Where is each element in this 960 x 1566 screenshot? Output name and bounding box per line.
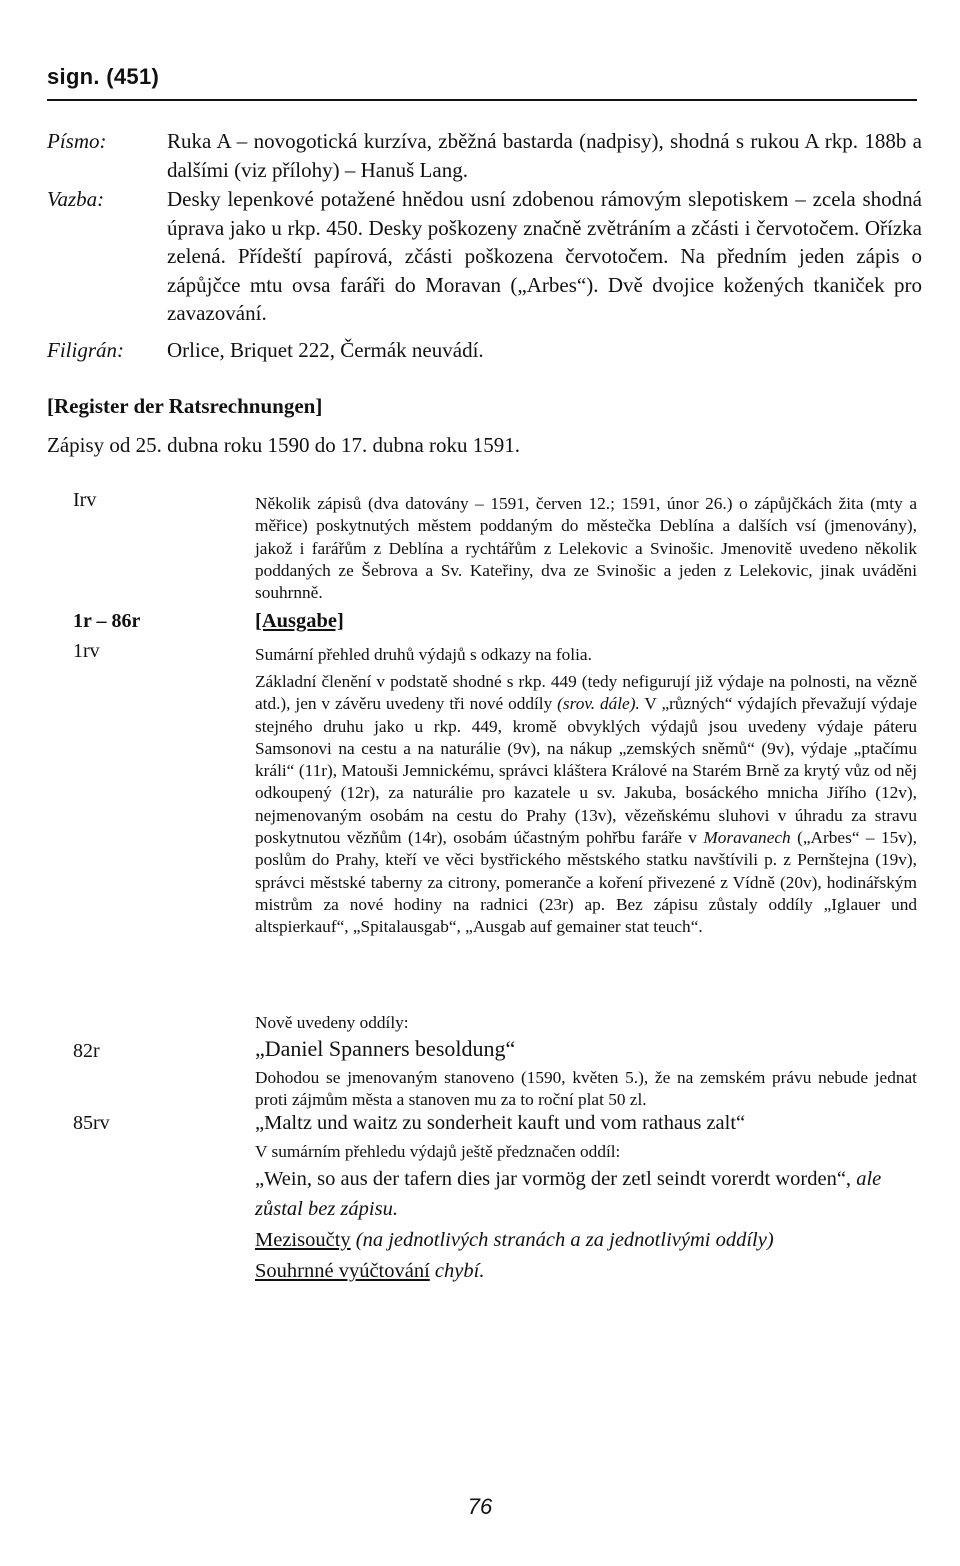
meta-binding-label: Vazba:	[47, 187, 105, 211]
folio-85rv: 85rv	[73, 1112, 110, 1134]
meta-script-value: Ruka A – novogotická kurzíva, zběžná bastarda (nadpisy), shodná s rukou A rkp. 188b a dalšími (viz přílohy) – Hanuš Lang.	[167, 129, 922, 182]
detail-place: Moravanech	[703, 828, 791, 848]
records-range: Zápisy od 25. dubna roku 1590 do 17. dubna roku 1591.	[47, 433, 521, 457]
entry-1rv-text: Sumární přehled druhů výdajů s odkazy na folia.	[255, 645, 592, 664]
folio-1rv: 1rv	[73, 640, 100, 662]
entry-82r-text: Dohodou se jmenovaným stanoveno (1590, květen 5.), že na zemském právu nebude jednat proti zájmům města a stanoven mu za to roční plat 50 zl.	[255, 1068, 917, 1110]
folio-82r: 82r	[73, 1040, 100, 1062]
subtotals-label: Mezisoučty	[255, 1229, 351, 1251]
section-title: [Register der Ratsrechnungen]	[47, 394, 323, 418]
entry-82r-title: „Daniel Spanners besoldung“	[255, 1036, 516, 1061]
folio-range: 1r – 86r	[73, 610, 141, 632]
folio-irv: Irv	[73, 489, 97, 511]
meta-watermark-value: Orlice, Briquet 222, Čermák neuvádí.	[167, 338, 484, 362]
wein-note: ale zůstal bez zápisu.	[255, 1168, 882, 1220]
detail-ref: (srov. dále).	[557, 694, 640, 714]
detail-paragraph	[255, 671, 917, 939]
detail-text-3: („Arbes“ – 15v), poslům do Prahy, kteří ve věci bystřického městského statku navštívili p. z Pernštejna (19v), správci městské taberny za citrony, pomeranče a koření přivezené z Vídně (20v), hodinářským mistrům za nové hodiny na radnici (23r) ap. Bez zápisu zůstaly oddíly „Iglauer und altspierkauf“, „Spitalausgab“, „Ausgab auf gemainer stat teuch“.	[255, 828, 917, 937]
entry-85rv-title: „Maltz und waitz zu sonderheit kauft und vom rathaus zalt“	[255, 1112, 746, 1134]
detail-text-1: Základní členění v podstatě shodné s rkp. 449 (tedy nefigurují již výdaje na polnosti, na vězně atd.), jen v závěru uvedeny tři nové oddíly	[255, 672, 917, 714]
meta-binding-row	[47, 185, 922, 328]
meta-watermark-label: Filigrán:	[47, 338, 124, 362]
entry-irv-text: Několik zápisů (dva datovány – 1591, červen 12.; 1591, únor 26.) o zápůjčkách žita (mty a měřice) poskytnutých městem poddaným do městečka Deblína a dalších vsí (jmenovány), jakož i farářům z Deblína a rychtářům z Lelekovic a Svinošic. Jmenovitě uvedeno několik poddaných ze Šebrova a Sv. Kateřiny, dva ze Svinošic a jeden z Lelekovic, jinak uváděni souhrnně.	[255, 494, 917, 603]
meta-script-label: Písmo:	[47, 129, 107, 153]
header-rule	[47, 99, 917, 101]
new-sections-label: Nově uvedeny oddíly:	[255, 1013, 409, 1032]
entry-85rv-text: V sumárním přehledu výdajů ještě předznačen oddíl:	[255, 1142, 621, 1161]
meta-watermark-row	[47, 336, 922, 365]
summary-line	[255, 1256, 917, 1286]
subtotals-note: (na jednotlivých stranách a za jednotlivými oddíly)	[355, 1229, 774, 1251]
meta-binding-value: Desky lepenkové potažené hnědou usní zdobenou rámovým slepotiskem – zcela shodná úprava jako u rkp. 450. Desky poškozeny značně zvětráním a zčásti i červotočem. Ořízka zelená. Přídeští papírová, zčásti poškozena červotočem. Na předním jeden zápis o zápůjčce mtu ovsa faráři do Moravan („Arbes“). Dvě dvojice kožených tkaniček pro zavazování.	[167, 187, 922, 325]
summary-label: Souhrnné vyúčtování	[255, 1260, 430, 1282]
page-number: 76	[467, 1494, 493, 1519]
page-signature: sign. (451)	[47, 64, 160, 89]
subtotals-line	[255, 1225, 917, 1255]
wein-quote	[255, 1164, 917, 1224]
detail-text-2: V „různých“ výdajích převažují výdaje stejného druhu jako u rkp. 449, kromě obvyklých výdajů jsou uvedeny výdaje páteru Samsonovi na cestu a na naturálie (9v), na nákup „zemských sněmů“ (9v), výdaje „ptačímu králi“ (11r), Matouši Jemnickému, správci kláštera Králové na Starém Brně za krytý vůz od něj odkoupený (12r), za naturálie pro kazatele u sv. Jakuba, bosáckého mnicha Jiřího (12v), nejmenovaným osobám na cestu do Prahy (13v), vězeňskému sluhovi v úhradu za stravu poskytnutou vězňům (14r), osobám účastným pohřbu faráře v	[255, 694, 918, 848]
ausgabe-heading: [Ausgabe]	[255, 610, 344, 632]
wein-quote-text: „Wein, so aus der tafern dies jar vormög der zetl seindt vorerdt worden“,	[255, 1168, 852, 1190]
summary-note: chybí.	[434, 1260, 485, 1282]
meta-script-row	[47, 127, 922, 184]
